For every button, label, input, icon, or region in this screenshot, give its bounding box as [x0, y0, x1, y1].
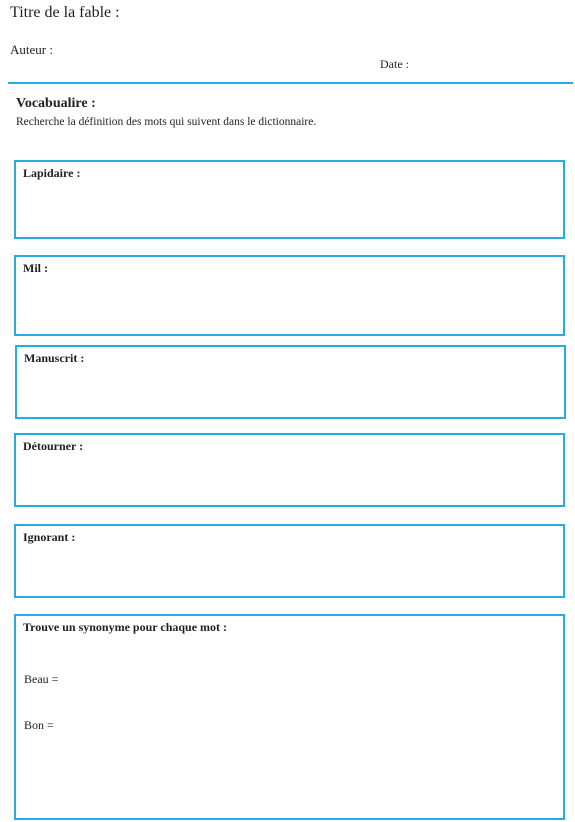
date-label: Date : — [380, 57, 409, 71]
fable-title-label: Titre de la fable : — [10, 4, 120, 21]
synonym-item-bon: Bon = — [24, 718, 54, 732]
author-label: Auteur : — [10, 42, 53, 57]
definition-box-mil[interactable] — [14, 255, 565, 336]
synonym-item-beau: Beau = — [24, 672, 59, 686]
synonym-box[interactable] — [14, 614, 565, 820]
vocabulary-heading: Vocabualire : — [16, 96, 96, 111]
synonym-heading: Trouve un synonyme pour chaque mot : — [23, 620, 228, 634]
definition-word-label: Ignorant : — [23, 530, 76, 544]
vocabulary-instruction: Recherche la définition des mots qui suivent dans le dictionnaire. — [16, 116, 317, 128]
definition-word-label: Détourner : — [23, 439, 84, 453]
definition-box-lapidaire[interactable] — [14, 160, 565, 239]
definition-word-label: Mil : — [23, 261, 48, 275]
header-divider — [8, 82, 573, 84]
definition-box-detourner[interactable] — [14, 433, 565, 507]
definition-box-ignorant[interactable] — [14, 524, 565, 598]
definition-word-label: Manuscrit : — [24, 351, 85, 365]
definition-word-label: Lapidaire : — [23, 166, 81, 180]
definition-box-manuscrit[interactable] — [15, 345, 566, 419]
